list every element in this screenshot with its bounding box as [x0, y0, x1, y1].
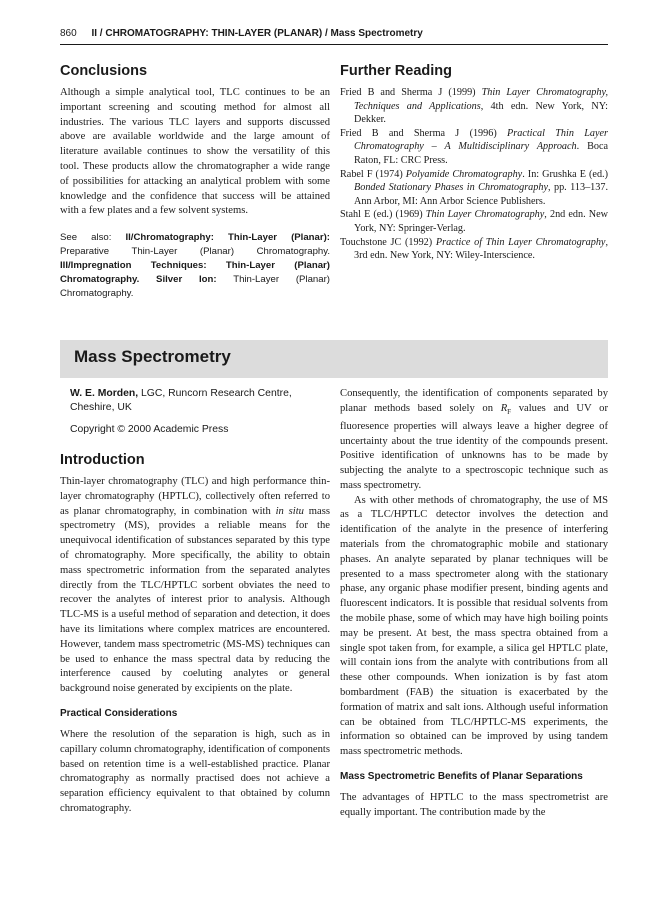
reference-item: Fried B and Sherma J (1999) Thin Layer Chromatography, Techniques and Applications, 4th edn. New York, NY: Dekker. [340, 87, 608, 126]
article-title: Mass Spectrometry [74, 347, 231, 366]
introduction-paragraph: Thin-layer chromatography (TLC) and high performance thin-layer chromatography (HPTLC), collectively often referred to as planar chromatography, in combination with in situ mass spectrometry (MS), provides a reliable means for the unequivocal identification of substances separated by this type of chromatography. More specifically, the ability to obtain mass spectrometric information from the separated analytes directly from the TLC/HPTLC sorbent obviates the need to recover the analytes of interest prior to analysis. Although TLC-MS is a useful method of separation and detection, it does have its limitations where complex matrices are encountered. However, tandem mass spectrometric (MS-MS) techniques can be used to enhance the mass spectral data by reducing the interference caused by coeluting analytes or general background noise generated by excipients on the plate. [60, 476, 330, 695]
ms-detector-paragraph: As with other methods of chromatography, the use of MS as a TLC/HPTLC detector involves the detection and identification of the analyte in the presence of interfering materials from the chromatographic mobile and stationary phases. An analyte separated by planar techniques will be presented to a mass spectrometer along with the stationary phase, any organic phase modifier present, binding agents and fluorescent indicators. It is possible that residual solvents from the mobile phase, some of which may have high boiling points may be present. At best, the mass spectra obtained from a single spot taken from, for example, a silica gel HPTLC plate, will contain ions from the analyte with contributions from all these other compounds. When ionization is by fast atom bombardment (FAB) the situation is exacerbated by the formation of matrix and salt ions. Although useful information can be obtained from TLC/HPTLC-MS experiments, the information so obtained can be improved by using tandem mass spectrometric methods. [340, 494, 608, 758]
identification-paragraph: Consequently, the identification of components separated by planar methods based solely on $R_F$ values and UV or fluoresence properties will always leave a higher degree of uncertainty about the true identity of the compounds present. Positive identification of unknowns has to be made by subjecting the analyte to a spectroscopic technique such as mass spectrometry. [340, 388, 609, 491]
conclusions-section [60, 62, 330, 301]
introduction-heading: Introduction [60, 452, 145, 468]
conclusions-paragraph: Although a simple analytical tool, TLC continues to be an important screening and scouting method for almost all industries. The various TLC layers and supports discussed above are available worldwide and the large amount of literature available continues to show the versatility of this tool. These products allow the chromatographer a wide range of possibilities for attacking an analytical problem with some knowledge and the confidence that success will be attained with a few plates and a few solvent systems. [60, 87, 330, 217]
reference-item: Touchstone JC (1992) Practice of Thin Layer Chromatography, 3rd edn. New York, NY: Wiley-Interscience. [340, 236, 608, 262]
further-reading-heading: Further Reading [340, 63, 452, 79]
article-right-column [340, 387, 608, 821]
benefits-paragraph: The advantages of HPTLC to the mass spectrometrist are equally important. The contribution made by the [340, 792, 608, 818]
see-also-label: See also: [60, 232, 112, 244]
article-title-band [60, 340, 608, 378]
benefits-heading: Mass Spectrometric Benefits of Planar Separations [340, 771, 583, 783]
author-line [60, 387, 330, 415]
author-name: W. E. Morden, [70, 388, 139, 399]
see-also-link-1-rest: Preparative Thin-Layer (Planar) Chromatography. [60, 246, 330, 258]
see-also-link-1[interactable]: II/Chromatography: Thin-Layer (Planar): [125, 232, 330, 244]
running-title: II / CHROMATOGRAPHY: THIN-LAYER (PLANAR) / Mass Spectrometry [91, 28, 423, 39]
reference-item: Rabel F (1974) Polyamide Chromatography. In: Grushka E (ed.) Bonded Stationary Phases in Chromatography, pp. 113–137. Ann Arbor, MI: Ann Arbor Science Publishers. [340, 168, 609, 207]
conclusions-heading: Conclusions [60, 63, 148, 79]
practical-considerations-paragraph: Where the resolution of the separation is high, such as in capillary column chromatography, identification of components based on retention time is a well-established practice. Planar chromatography as normally practised does not achieve a separation efficiency equivalent to that obtained by column chromatography. [60, 728, 330, 814]
page-number: 860 [60, 28, 77, 39]
article-left-column [60, 387, 330, 817]
header-rule [60, 44, 608, 45]
see-also [60, 231, 330, 301]
practical-considerations-heading: Practical Considerations [60, 707, 178, 719]
author-affiliation: LGC, Runcorn Research Centre, Cheshire, UK [70, 388, 292, 413]
further-reading-section [340, 62, 608, 263]
see-also-link-2[interactable]: III/Impregnation Techniques: Thin-Layer (Planar) Chromatography. Silver Ion: [60, 260, 330, 286]
see-also-link-2-rest: Thin-Layer (Planar) Chromatography. [60, 274, 330, 300]
reference-item: Fried B and Sherma J (1996) Practical Thin Layer Chromatography – A Multidisciplinary Approach. Boca Raton, FL: CRC Press. [340, 127, 609, 166]
copyright: Copyright © 2000 Academic Press [70, 424, 229, 435]
running-header [60, 28, 608, 39]
reference-item: Stahl E (ed.) (1969) Thin Layer Chromatography, 2nd edn. New York, NY: Springer-Verlag. [340, 209, 608, 234]
